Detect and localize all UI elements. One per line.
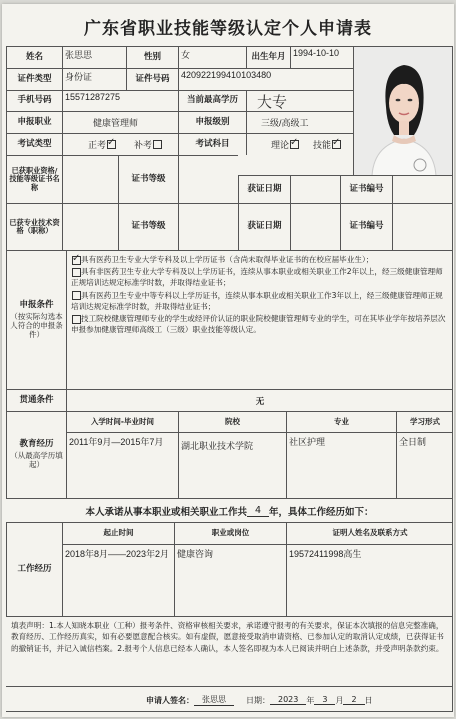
cert-level2-value: [178, 203, 238, 250]
commit-prefix: 本人承诺从事本职业或相关职业工作共: [85, 507, 247, 518]
prof-title-value: [62, 203, 118, 250]
date-label: 日期：: [246, 695, 270, 705]
condition-item-3: [71, 290, 449, 312]
exam-normal-text: 正考: [87, 140, 106, 150]
exam-skill-option: [301, 133, 353, 155]
cert-level-label: 证书等级: [118, 155, 178, 203]
cert-no-value: [392, 175, 453, 203]
exam-makeup-option: [118, 133, 178, 155]
work-header-ref: 证明人姓名及联系方式: [286, 522, 453, 544]
work-hist-label: 工作经历: [6, 522, 62, 616]
form-title: 广东省职业技能等级认定个人申请表: [84, 19, 372, 39]
exam-normal-checkbox[interactable]: [107, 140, 116, 149]
edu-row-major: 社区护理: [286, 432, 396, 498]
exam-theory-text: 理论: [270, 140, 289, 150]
condition-4-checkbox[interactable]: [72, 315, 81, 324]
edu-hist-label: 教育经历: [19, 439, 54, 450]
application-form-page: [2, 4, 454, 717]
id-no-label: 证件号码: [126, 68, 178, 90]
birth-label: 出生年月: [246, 46, 290, 68]
condition-item-2: [71, 266, 449, 288]
signature-row: [6, 686, 453, 713]
exam-theory-option: [246, 133, 301, 155]
name-label: 姓名: [6, 46, 62, 68]
cert-no-label: 证书编号: [340, 175, 392, 203]
phone-value: 15571287275: [62, 90, 178, 111]
gender-label: 性别: [126, 46, 178, 68]
birth-value: 1994-10-10: [290, 46, 353, 68]
work-header-time: 起止时间: [62, 522, 174, 544]
exam-skill-checkbox[interactable]: [332, 140, 341, 149]
edu-header-school: 院校: [178, 411, 286, 432]
work-row-job: 健康咨询: [174, 544, 286, 616]
condition-2-text: 具有非医药卫生专业大学专科及以上学历证书，连续从事本职业或相关职业工作2年以上，经三级健康管理师正规培训达规定标准学时数，并取得结业证书；: [71, 267, 443, 288]
work-header-job: 职业或岗位: [174, 522, 286, 544]
date-day-unit: 日: [364, 695, 373, 705]
cert-no2-value: [392, 203, 453, 250]
pass-cond-value: 无: [66, 389, 453, 411]
signature-name: 张思思: [194, 694, 234, 706]
declaration-text: 填表声明：1.本人知晓本职业（工种）报考条件、资格审核相关要求，承诺遵守报考的有关要求，保证本次填报的信息完整准确，教育经历、工作经历真实，如有必要愿意配合核实。如有虚假，愿意接受取消申请资格、已参加认定的取消认定成绩，已获得证书的撤销证书，并记入诚信档案。2.报考个人信息已经本人确认，本人签名即视为本人已阅读并明白上述条款，并受声明条款约束。: [6, 616, 453, 684]
cert-no2-label: 证书编号: [340, 203, 392, 250]
edu-hist-cell: [6, 411, 66, 498]
phone-label: 手机号码: [6, 90, 62, 111]
commit-suffix: 年，具体工作经历如下：: [269, 507, 374, 518]
id-type-label: 证件类型: [6, 68, 62, 90]
name-value: 张思思: [62, 46, 126, 68]
gender-value: 女: [178, 46, 246, 68]
exam-makeup-checkbox[interactable]: [153, 140, 162, 149]
cert-level2-label: 证书等级: [118, 203, 178, 250]
applicant-photo: [353, 46, 453, 175]
date-year-unit: 年: [306, 695, 315, 705]
exam-theory-checkbox[interactable]: [290, 140, 299, 149]
commit-years: 4: [247, 505, 269, 517]
pass-cond-label: 贯通条件: [6, 389, 66, 411]
issue-date-label: 获证日期: [238, 175, 290, 203]
exam-skill-text: 技能: [312, 140, 331, 150]
condition-3-checkbox[interactable]: [72, 291, 81, 300]
portrait-image: [354, 47, 453, 175]
qual-cert-label: 已获职业资格/技能等级证书名称: [6, 155, 62, 203]
condition-item-1: [71, 254, 449, 265]
apply-job-label: 申报职业: [6, 111, 62, 133]
edu-row-time: 2011年9月—2015年7月: [66, 432, 178, 498]
issue-date2-label: 获证日期: [238, 203, 290, 250]
apply-cond-cell: [6, 250, 66, 389]
id-type-value: 身份证: [62, 68, 126, 90]
issue-date-value: [290, 175, 340, 203]
condition-item-4: [71, 313, 449, 335]
condition-4-text: 技工院校健康管理师专业的学生或经评价认证的职业院校健康管理师专业的学生，可在其毕业学年按培养层次申报参加健康管理师高级工（三级）职业技能等级认定。: [71, 314, 446, 335]
apply-conditions-list: [66, 250, 453, 389]
issue-date2-value: [290, 203, 340, 250]
signature-label: 申请人签名：: [146, 695, 194, 705]
work-row-time: 2018年8月——2023年2月: [62, 544, 174, 616]
apply-level-label: 申报级别: [178, 111, 246, 133]
work-row-ref: 19572411998高生: [286, 544, 453, 616]
date-month-unit: 月: [335, 695, 344, 705]
edu-row-school: 湖北职业技术学院: [178, 432, 286, 498]
apply-job-value: 健康管理师: [62, 111, 178, 133]
date-month: 3: [314, 695, 335, 705]
work-years-commitment: [6, 498, 453, 523]
apply-level-value: 三级/高级工: [246, 111, 353, 133]
condition-1-checkbox[interactable]: [72, 256, 81, 265]
id-no-value: 420922199410103480: [178, 68, 353, 90]
edu-label: 当前最高学历: [178, 90, 246, 111]
edu-value: 大专: [246, 90, 353, 111]
cert-level-value: [178, 155, 238, 203]
condition-3-text: 具有医药卫生专业中等专科以上学历证书，连续从事本职业或相关职业工作3年以上，经三级健康管理师正规培训达规定标准学时数，并取得结业证书；: [71, 290, 443, 311]
condition-1-text: 具有医药卫生专业大学专科及以上学历证书（含尚未取得毕业证书的在校应届毕业生）；: [81, 255, 374, 264]
edu-hist-note: （从最高学历填起）: [10, 451, 63, 469]
edu-header-major: 专业: [286, 411, 396, 432]
exam-normal-option: [62, 133, 118, 155]
form-table: [6, 46, 454, 714]
qual-cert-value: [62, 155, 118, 203]
exam-type-label: 考试类型: [6, 133, 62, 155]
edu-header-time: 入学时间-毕业时间: [66, 411, 178, 432]
date-day: 2: [343, 695, 364, 705]
edu-header-form: 学习形式: [396, 411, 453, 432]
prof-title-label: 已获专业技术资格（职称）: [6, 203, 62, 250]
edu-row-form: 全日制: [396, 432, 453, 498]
apply-cond-note: （按实际勾选本人符合的申报条件）: [10, 312, 63, 339]
date-year: 2023: [270, 695, 306, 705]
exam-makeup-text: 补考: [133, 140, 152, 150]
condition-2-checkbox[interactable]: [72, 268, 81, 277]
exam-subject-label: 考试科目: [178, 133, 246, 155]
apply-cond-label: 申报条件: [19, 299, 54, 310]
